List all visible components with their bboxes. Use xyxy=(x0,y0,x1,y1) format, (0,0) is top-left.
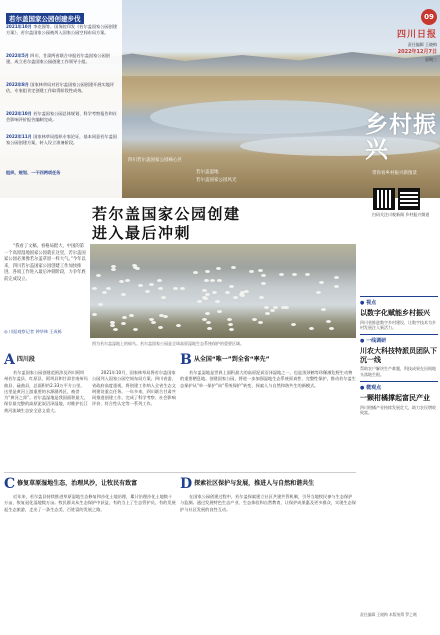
bird-mark xyxy=(202,289,207,292)
divider xyxy=(4,472,356,473)
bird-mark xyxy=(193,271,198,274)
bird-mark xyxy=(321,308,326,311)
lake-reflection xyxy=(150,100,380,134)
sidebar-text: 帮助农户解决生产难题，科技成果在田间地头落地生根。 xyxy=(360,366,436,377)
bird-mark xyxy=(305,273,310,276)
qr-code-icon[interactable] xyxy=(398,188,420,210)
intro-paragraph: “我看了文稿，看格局挺大，中国的第一个高原湿地国家公园就在这里，若尔盖国家公园必须像若尔盖草原一样大气。”今年以来，四川若尔盖国家公园创建工作加快推进，各项工作进入最后冲刺阶段，力争年底前完成设立。 xyxy=(4,244,86,282)
bird-mark xyxy=(149,318,154,321)
qr-code-icon[interactable] xyxy=(373,188,395,210)
bird-mark xyxy=(261,274,266,277)
page-number-badge: 09 xyxy=(421,9,437,25)
bird-mark xyxy=(319,281,324,284)
bird-mark xyxy=(122,316,127,319)
bird-mark xyxy=(249,270,254,273)
bird-mark xyxy=(231,266,236,269)
bird-mark xyxy=(205,293,210,296)
bird-mark xyxy=(121,293,126,296)
article-column: 若尔盖国家公园创建范围涉及四川阿坝州若尔盖县、红原县、阿坝县和甘肃甘南州玛曲县、碌曲县，总面积约2.33万平方公里。这里是黄河上游重要的水源涵养区，被誉为“黄河之肾”。若尔盖湿地是我国面积最大、保存最完整的高原泥炭沼泽湿地，对维护长江黄河流域生态安全意义重大。 xyxy=(4,370,88,413)
bird-mark xyxy=(125,279,130,282)
bird-mark xyxy=(217,279,222,282)
bird-mark xyxy=(215,300,220,303)
sidebar-title[interactable]: 一颗柑橘撑起富民产业 xyxy=(360,394,430,403)
bird-mark xyxy=(291,323,296,326)
bird-mark xyxy=(96,274,101,277)
headline-line-2: 进入最后冲刺 xyxy=(92,224,192,242)
bird-mark xyxy=(138,284,143,287)
bird-mark xyxy=(207,327,212,330)
editor-line: 责任编辑 王晓梅 xyxy=(407,42,437,47)
bird-mark xyxy=(244,290,249,293)
issue-date: 2022年12月7日 xyxy=(397,48,437,55)
bird-mark xyxy=(102,291,107,294)
bird-mark xyxy=(228,323,233,326)
bird-mark xyxy=(205,270,210,273)
bird-mark xyxy=(309,327,314,330)
qr-caption: 扫码关注川观新闻 乡村振兴频道 xyxy=(372,212,430,217)
timeline-entry: 2021年10月 李克强等。国务院印发《若尔盖国家公园创建方案》，若尔盖国家公园被列入国家公园空间布局方案。 xyxy=(6,24,117,35)
bird-mark xyxy=(334,276,339,279)
bird-mark xyxy=(149,283,154,286)
photo-caption: 若尔盖湿地 xyxy=(196,170,219,175)
bird-mark xyxy=(205,312,210,315)
section-heading-d: D探索社区保护与发展，推进人与自然和谐共生 xyxy=(180,476,315,492)
timeline-title: 若尔盖国家公园创建步伐 xyxy=(6,13,84,24)
bird-mark xyxy=(197,300,202,303)
bird-mark xyxy=(227,318,232,321)
bird-mark xyxy=(252,318,257,321)
bird-mark xyxy=(204,279,209,282)
bird-mark xyxy=(229,285,234,288)
sidebar-text: 四川省推进数字乡村建设，让数字技术为乡村发展注入新活力。 xyxy=(360,319,436,330)
article-column: 近年来，若尔盖县持续推进草原湿地生态修复和沙化土地治理，累计治理沙化土地数十万亩，恢复退化湿地数万亩。牧民群众从生态保护中获益，有的当上了生态管护员，有的发展起生态旅游，走出了一条生态美、百姓富的发展之路。 xyxy=(4,494,176,512)
bird-mark xyxy=(210,279,215,282)
right-sidebar xyxy=(360,296,438,635)
bird-mark xyxy=(225,291,230,294)
section-heading-c: C修复草原湿地生态，治理风沙，让牧民有致富 xyxy=(4,476,138,492)
bird-mark xyxy=(158,287,163,290)
bird-mark xyxy=(119,280,124,283)
timeline-entry: 2022年10月 若尔盖国家公园总体规划、科学考察报告和社会影响评价报告编制完成。 xyxy=(6,111,117,122)
bird-mark xyxy=(316,291,321,294)
headline-line-1: 若尔盖国家公园创建 xyxy=(92,205,241,223)
bird-mark xyxy=(334,285,339,288)
bird-mark xyxy=(233,296,238,299)
sidebar-title[interactable]: 川农大科技特派员团队下沉一线 xyxy=(360,347,437,364)
bird-mark xyxy=(216,267,221,270)
sidebar-title[interactable]: 以数字化赋能乡村振兴 xyxy=(360,309,430,317)
bird-mark xyxy=(240,294,245,297)
bird-mark xyxy=(145,290,150,293)
bird-mark xyxy=(329,327,334,330)
section-heading-a: A四川段 xyxy=(4,352,35,368)
bird-mark xyxy=(106,287,111,290)
bird-mark xyxy=(92,313,97,316)
bird-mark xyxy=(161,296,166,299)
bird-mark xyxy=(113,328,118,331)
sidebar-section-label: ● 视点 xyxy=(360,296,438,306)
bird-mark xyxy=(98,303,103,306)
bird-mark xyxy=(158,326,163,329)
bird-mark xyxy=(259,296,264,299)
photo-caption: 若尔盖国家公园风光 xyxy=(196,178,237,183)
sidebar-section-label: ● 微观点 xyxy=(360,381,438,391)
bird-mark xyxy=(173,287,178,290)
article-column: 若尔盖湿地是世界上面积最大的高原泥炭沼泽湿地之一，也是黑颈鹤等珍稀濒危野生动物的重要栖息地。创建国家公园，将进一步加强湿地生态系统原真性、完整性保护，推动若尔盖生态保护从“单一保护”向“系统保护”转变，探索人与自然和谐共生的新模式。 xyxy=(180,370,356,388)
timeline-entry: 2022年8月 国家林草局对若尔盖国家公园创建开展实地评估，专家组肯定创建工作取得阶段性成效。 xyxy=(6,82,115,93)
bird-mark xyxy=(206,321,211,324)
bird-mark xyxy=(264,306,269,309)
bird-mark xyxy=(217,310,222,313)
sidebar-footer: 责任编辑 王晓梅 本版统筹 罗之飏 xyxy=(360,612,417,617)
bird-mark xyxy=(265,312,270,315)
timeline-entry: 2022年11月 国家林草局组织专家论证，基本同意若尔盖国家公园创建方案，转入设立准备阶段。 xyxy=(6,134,117,145)
masthead xyxy=(373,4,437,62)
bird-mark xyxy=(326,320,331,323)
bird-mark xyxy=(270,309,275,312)
main-headline xyxy=(92,205,241,243)
bird-mark xyxy=(281,306,286,309)
bird-mark xyxy=(92,287,97,290)
timeline-entry: 2022年5月 四川、甘肃两省联合申报若尔盖国家公园创建，成立若尔盖国家公园创建工作领导小组。 xyxy=(6,53,110,64)
paper-name: 四川日报 xyxy=(396,30,437,40)
sidebar-text: 四川柑橘产业持续发展壮大，助力农民增收致富。 xyxy=(360,404,436,416)
photo-caption: 图为若尔盖湿地上的候鸟。若尔盖国家公园是全球高原湿地生态系统保护的重要区域。 xyxy=(92,341,244,346)
migratory-birds-photo xyxy=(90,244,356,338)
bird-mark xyxy=(110,324,115,327)
byline: ◎ 川报观察记者 钟华林 王成栋 xyxy=(4,329,62,334)
bird-mark xyxy=(261,282,266,285)
bird-mark xyxy=(133,328,138,331)
bird-mark xyxy=(121,322,126,325)
bird-mark xyxy=(292,273,297,276)
article-column: 2021年10月，国家林草局将若尔盖国家公园列入国家公园空间布局方案。四川省委、省政府高度重视，将创建工作纳入全省生态文明建设重点任务。一年多来，四川联合甘肃共同推进创建工作，完成了科学考察、社会影响评价、符合性认定等一系列工作。 xyxy=(92,370,176,407)
bird-mark xyxy=(180,287,185,290)
timeline-footer: 组织、规划、一干四两项任务 xyxy=(6,170,61,175)
article-column: 在国家公园创建过程中，若尔盖探索建立社区共建共管机制，引导当地牧民参与生态保护与监测。通过发展特色生态产业、生态体验和自然教育，让保护成果惠及更多群众，实现生态保护与社区发展的良性互动。 xyxy=(180,494,356,512)
section-title-rural-revitalization: 乡村振兴 xyxy=(365,111,437,163)
bird-mark xyxy=(159,314,164,317)
photo-caption: 四川若尔盖国家公园核心区 xyxy=(128,158,182,163)
issue-weekday: 星期三 xyxy=(425,56,437,62)
bird-mark xyxy=(111,268,116,271)
bird-mark xyxy=(229,328,234,331)
section-subtitle: 带你看乡村振兴新图景 xyxy=(372,171,417,176)
bird-mark xyxy=(129,314,134,317)
bird-mark xyxy=(212,291,217,294)
section-heading-b: B从全国“唯一”到全省“率先” xyxy=(180,352,270,368)
bird-mark xyxy=(157,279,162,282)
bird-mark xyxy=(176,324,181,327)
bird-mark xyxy=(258,321,263,324)
sidebar-section-label: ● 一线调研 xyxy=(360,334,438,344)
bird-mark xyxy=(151,321,156,324)
bird-mark xyxy=(279,273,284,276)
bird-mark xyxy=(273,306,278,309)
bird-mark xyxy=(258,269,263,272)
